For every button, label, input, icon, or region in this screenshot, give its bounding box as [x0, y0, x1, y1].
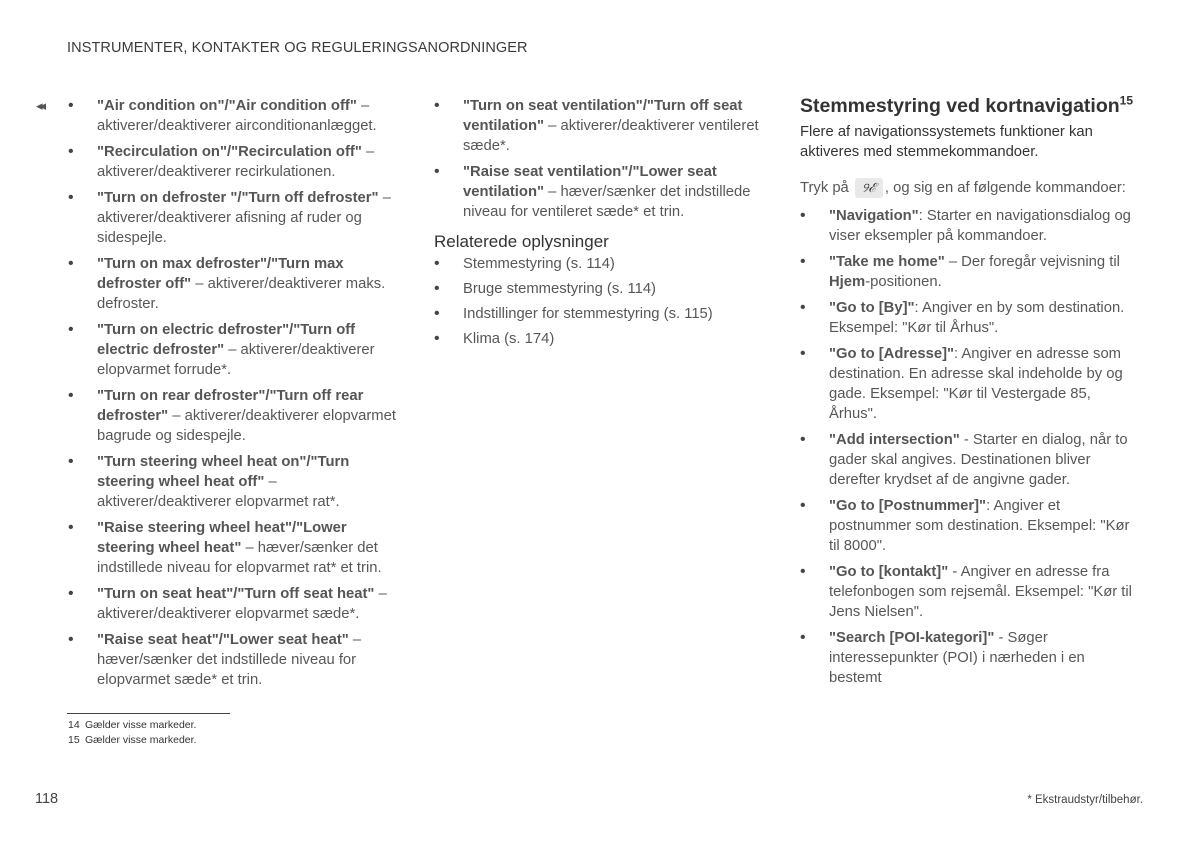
column-1 [68, 96, 398, 696]
list-item [800, 496, 1135, 556]
command-description: : Angiver en adresse som destination. En adresse skal indeholde by og gade. Eksempel: "Kør til Vestergade 85, Århus". [829, 346, 1123, 423]
voice-command: "Raise seat heat"/"Lower seat heat" [97, 632, 349, 648]
footnote-number: 15 [68, 733, 80, 746]
footnote [68, 718, 196, 733]
list-item [68, 386, 398, 446]
command-description: : Angiver en by som destination. Eksempel: "Kør til Århus". [829, 300, 1125, 337]
related-links-list [434, 254, 764, 349]
command-description: : Starter en navigationsdialog og viser eksempler på kommandoer. [829, 208, 1131, 245]
voice-command: "Turn on seat heat"/"Turn off seat heat" [97, 586, 375, 602]
footnote-ref-15[interactable]: 15 [1119, 93, 1134, 108]
command-description: – aktiverer/deaktiverer elopvarmet sæde*. [97, 586, 387, 622]
ventilation-command-list [434, 96, 764, 222]
navigation-command-list [800, 206, 1135, 688]
voice-command: "Turn on max defroster"/"Turn max defroster off" [97, 256, 344, 292]
command-description: – aktiverer/deaktiverer maks. defroster. [97, 276, 386, 312]
command-description: – hæver/sænker det indstillede niveau for elopvarmet sæde* et trin. [97, 632, 362, 688]
instruction-after: , og sig en af følgende kommandoer: [884, 180, 1126, 196]
voice-control-icon: ୨ℰ [855, 178, 883, 198]
section-title [800, 92, 1135, 120]
voice-command: "Go to [Postnummer]" [829, 498, 987, 515]
voice-command: "Search [POI-kategori]" [829, 630, 995, 647]
command-description: - Starter en dialog, når to gader skal angives. Destinationen bliver derefter krydset af de angivne gader. [829, 432, 1128, 489]
command-description: - Angiver en adresse fra telefonbogen som rejsemål. Eksempel: "Kør til Jens Nielsen". [829, 564, 1132, 621]
voice-command: "Raise steering wheel heat"/"Lower steering wheel heat" [97, 520, 347, 556]
footnotes [68, 718, 196, 747]
related-link[interactable]: • Klima (s. 174) [434, 329, 764, 349]
list-item [68, 96, 398, 136]
list-item [800, 430, 1135, 490]
footnote [68, 733, 196, 748]
command-description: – hæver/sænker det indstillede niveau for elopvarmet rat* et trin. [97, 540, 382, 576]
command-description: – aktiverer/deaktiverer elopvarmet rat*. [97, 474, 340, 510]
accessory-note: * Ekstraudstyr/tilbehør. [1027, 794, 1143, 806]
command-description-tail: -positionen. [865, 274, 942, 291]
footnote-divider [67, 713, 230, 714]
section-intro: Flere af navigationssystemets funktioner kan aktiveres med stemmekommandoer. [800, 124, 1093, 160]
voice-command: "Go to [By]" [829, 300, 915, 317]
instruction-text [800, 178, 1135, 198]
list-item [800, 206, 1135, 246]
voice-command: "Turn on defroster "/"Turn off defroster" [97, 190, 379, 206]
section-title-text: Stemmestyring ved kortnavigation [800, 95, 1120, 117]
list-item [68, 254, 398, 314]
voice-command: "Take me home" [829, 254, 945, 271]
list-item [800, 252, 1135, 292]
list-item [800, 344, 1135, 424]
voice-command: "Add intersection" [829, 432, 960, 449]
voice-command: "Navigation" [829, 208, 919, 225]
related-heading: Relaterede oplysninger [434, 232, 609, 251]
voice-command: "Turn on rear defroster"/"Turn off rear defroster" [97, 388, 364, 424]
instruction-before: Tryk på [800, 180, 853, 196]
list-item [68, 518, 398, 578]
voice-command: "Turn steering wheel heat on"/"Turn steering wheel heat off" [97, 454, 350, 490]
related-link[interactable]: • Stemmestyring (s. 114) [434, 254, 764, 274]
command-description: – aktiverer/deaktiverer recirkulationen. [97, 144, 375, 180]
voice-command: "Go to [kontakt]" [829, 564, 949, 581]
column-2 [434, 96, 764, 354]
command-description: : Angiver et postnummer som destination. Eksempel: "Kør til 8000". [829, 498, 1130, 555]
list-item [434, 162, 764, 222]
footnote-number: 14 [68, 719, 80, 731]
list-item [68, 452, 398, 512]
command-description: - Søger interessepunkter (POI) i nærheden i en bestemt [829, 630, 1085, 687]
voice-command: "Go to [Adresse]" [829, 346, 955, 363]
command-description: – hæver/sænker det indstillede niveau for ventileret sæde* et trin. [463, 184, 751, 220]
voice-command: "Turn on electric defroster"/"Turn off electric defroster" [97, 322, 356, 358]
command-description: – Der foregår vejvisning til [944, 254, 1120, 271]
related-link[interactable]: • Bruge stemmestyring (s. 114) [434, 279, 764, 299]
command-description: – aktiverer/deaktiverer ventileret sæde*. [463, 118, 759, 154]
page-number: 118 [35, 791, 59, 807]
column-3 [800, 92, 1135, 694]
voice-command: "Air condition on"/"Air condition off" [97, 98, 357, 114]
voice-command-target: Hjem [829, 274, 866, 291]
list-item [68, 630, 398, 690]
command-description: – aktiverer/deaktiverer elopvarmet forrude*. [97, 342, 375, 378]
list-item [68, 188, 398, 248]
command-description: – aktiverer/deaktiverer elopvarmet bagrude og sidespejle. [97, 408, 396, 444]
voice-command: "Raise seat ventilation"/"Lower seat ventilation" [463, 164, 717, 200]
list-item [68, 320, 398, 380]
list-item [68, 142, 398, 182]
voice-command: "Recirculation on"/"Recirculation off" [97, 144, 362, 160]
climate-command-list [68, 96, 398, 690]
voice-command: "Turn on seat ventilation"/"Turn off seat ventilation" [463, 98, 743, 134]
command-description: – aktiverer/deaktiverer afisning af ruder og sidespejle. [97, 190, 391, 246]
list-item [800, 298, 1135, 338]
footnote-text: Gælder visse markeder. [85, 719, 197, 731]
list-item [800, 562, 1135, 622]
list-item [800, 628, 1135, 688]
related-link[interactable]: • Indstillinger for stemmestyring (s. 115) [434, 304, 764, 324]
continued-marker-icon: ◂◂ [36, 98, 44, 113]
command-description: – aktiverer/deaktiverer airconditionanlægget. [97, 98, 377, 134]
list-item [434, 96, 764, 156]
running-header: INSTRUMENTER, KONTAKTER OG REGULERINGSANORDNINGER [67, 40, 528, 56]
list-item [68, 584, 398, 624]
footnote-text: Gælder visse markeder. [85, 733, 197, 746]
